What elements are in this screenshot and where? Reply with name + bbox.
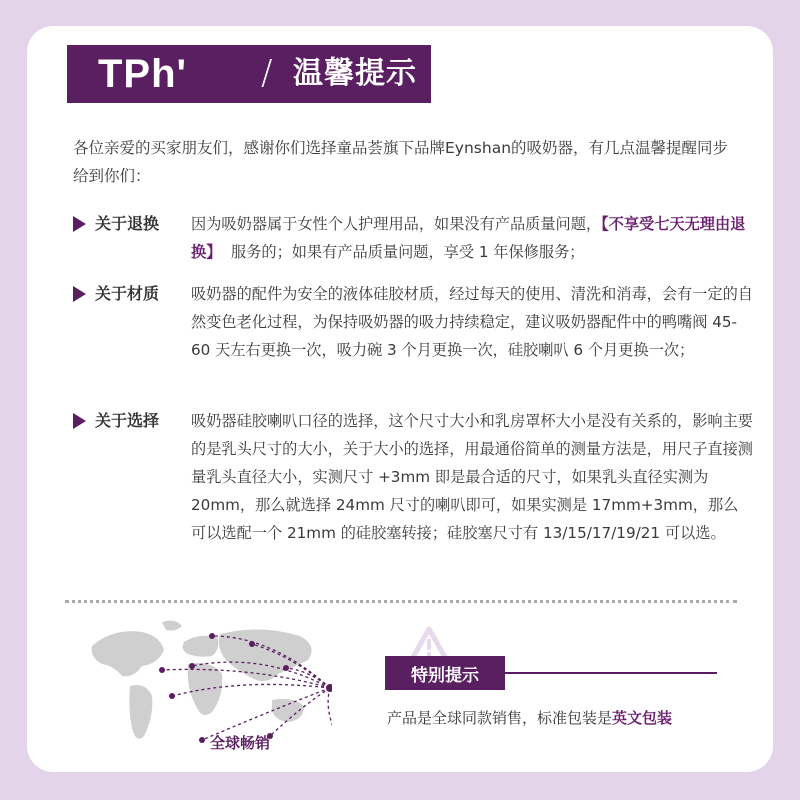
section-body: 因为吸奶器属于女性个人护理用品，如果没有产品质量问题，【不享受七天无理由退换】 服务的；如果有产品质量问题，享受 1 年保修服务； [191,215,746,261]
intro-text: 各位亲爱的买家朋友们，感谢你们选择童品荟旗下品牌Eynshan的吸奶器，有几点温馨提醒同步给到你们： [73,139,729,185]
world-map-icon [72,616,332,756]
header-banner [67,45,431,103]
section-body: 吸奶器硅胶喇叭口径的选择，这个尺寸大小和乳房罩杯大小是没有关系的，影响主要的是乳头尺寸的大小，关于大小的选择，用最通俗简单的测量方法是，用尺子直接测量乳头直径大小，实测尺寸 +3mm 即是最合适的尺寸，如果乳头直径实测为 20mm，那么就选择 24mm 尺寸的喇叭即可，如果实测是 17mm+3mm，那么可以选配一个 21mm 的硅胶塞转接；硅胶塞尺寸有 13/15/17/19/21 可以选。 [191,412,753,542]
section-body: 吸奶器的配件为安全的液体硅胶材质，经过每天的使用、清洗和消毒，会有一定的自然变色老化过程，为保持吸奶器的吸力持续稳定，建议吸奶器配件中的鸭嘴阀 45-60 天左右更换一次，吸力碗 3 个月更换一次，硅胶喇叭 6 个月更换一次； [191,285,753,359]
brand-logo: TPh' [98,52,188,96]
global-bestseller-label: 全球畅销 [210,734,271,752]
triangle-bullet-icon [73,286,86,302]
dotted-divider [65,600,737,603]
special-notice-line [505,672,717,674]
page-title: 温馨提示 [293,56,417,91]
highlight-no-return: 【不享受七天无理由退换】 [191,215,746,261]
section-heading: 关于选择 [73,407,159,435]
section-heading: 关于材质 [73,280,159,308]
triangle-bullet-icon [73,413,86,429]
header-separator: / [261,53,273,93]
special-notice-label: 特别提示 [385,656,505,690]
packaging-note: 产品是全球同款销售，标准包装是英文包装 [387,709,673,727]
packaging-highlight: 英文包装 [612,709,673,727]
notice-card [27,26,773,772]
triangle-bullet-icon [73,216,86,232]
section-heading: 关于退换 [73,210,159,238]
